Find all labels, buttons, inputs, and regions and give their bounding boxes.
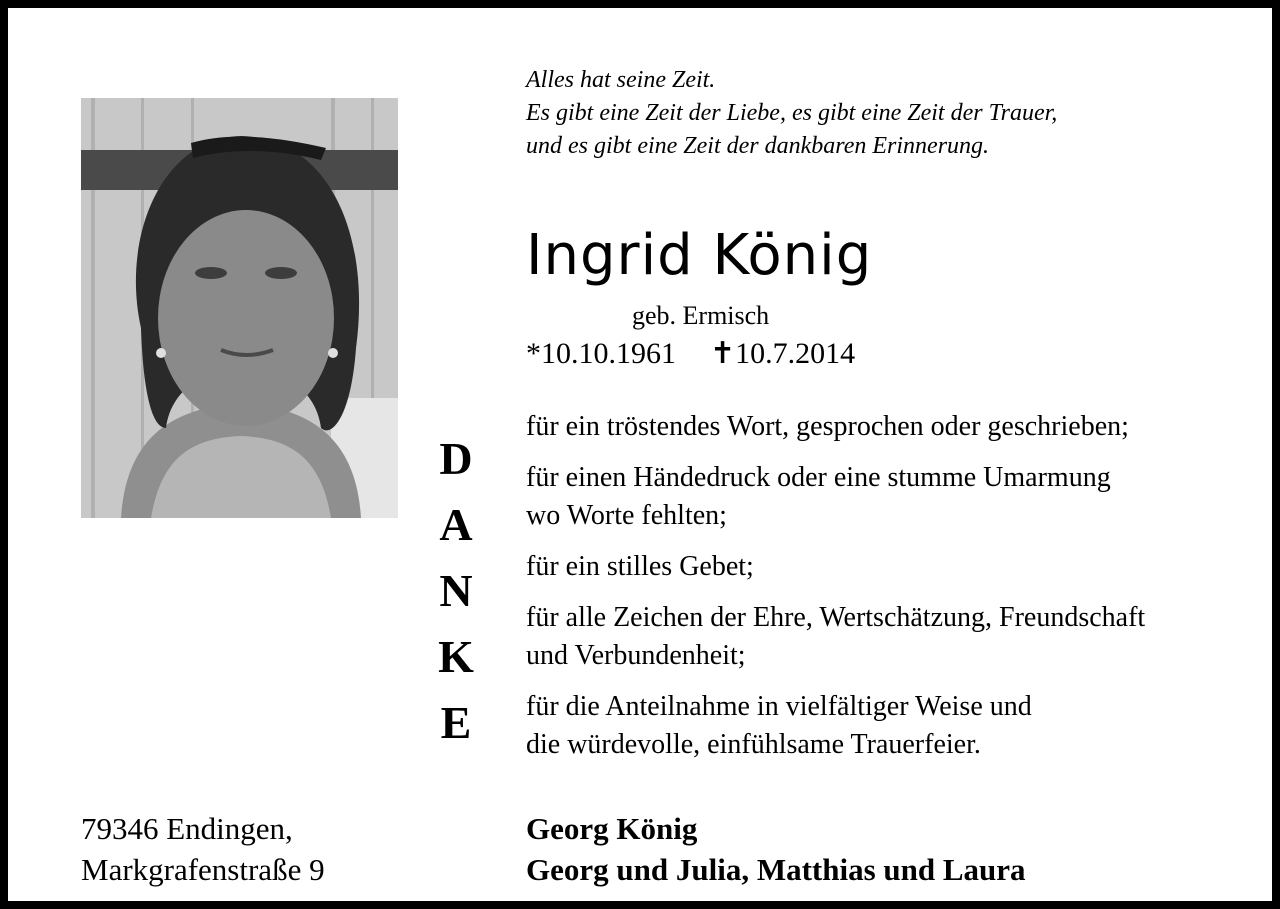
portrait-photo <box>81 98 398 518</box>
thanks-item <box>526 688 1145 764</box>
death-date: ✝10.7.2014 <box>710 337 856 370</box>
quote-line: Alles hat seine Zeit. <box>526 67 716 93</box>
danke-letter: D <box>439 433 473 484</box>
thanks-line: für ein tröstendes Wort, gesprochen oder geschrieben; <box>526 411 1129 442</box>
thanks-line: für alle Zeichen der Ehre, Wertschätzung, Freundschaft <box>526 602 1146 633</box>
danke-letter: E <box>440 697 472 748</box>
danke-letter: A <box>439 499 473 550</box>
birth-name: geb. Ermisch <box>632 301 770 330</box>
thanks-line: die würdevolle, einfühlsame Trauerfeier. <box>526 729 981 760</box>
thanks-list <box>526 408 1145 777</box>
family-line: Georg und Julia, Matthias und Laura <box>526 852 1026 887</box>
address-line: Markgrafenstraße 9 <box>81 852 325 887</box>
danke-vertical-word <box>426 426 486 756</box>
deceased-name: Ingrid König <box>526 223 873 288</box>
quote-line: und es gibt eine Zeit der dankbaren Erinnerung. <box>526 133 990 159</box>
thanks-item <box>526 408 1145 446</box>
quote-line: Es gibt eine Zeit der Liebe, es gibt eine Zeit der Trauer, <box>526 100 1058 126</box>
thanks-item <box>526 548 1145 586</box>
thanks-line: und Verbundenheit; <box>526 640 746 671</box>
danke-letter: K <box>438 631 474 682</box>
portrait-illustration <box>81 98 398 518</box>
quote-block <box>526 64 1057 163</box>
family-line: Georg König <box>526 811 698 846</box>
thanks-line: für die Anteilnahme in vielfältiger Weise und <box>526 691 1032 722</box>
thanks-line: für ein stilles Gebet; <box>526 551 754 582</box>
thanks-item <box>526 459 1145 535</box>
life-dates <box>526 335 855 373</box>
thanks-line: für einen Händedruck oder eine stumme Umarmung <box>526 462 1111 493</box>
thanks-line: wo Worte fehlten; <box>526 500 727 531</box>
birth-date: *10.10.1961 <box>526 337 676 370</box>
address-block <box>81 808 325 890</box>
address-line: 79346 Endingen, <box>81 811 293 846</box>
family-signature <box>526 808 1026 890</box>
danke-letter: N <box>439 565 473 616</box>
thanks-item <box>526 599 1145 675</box>
